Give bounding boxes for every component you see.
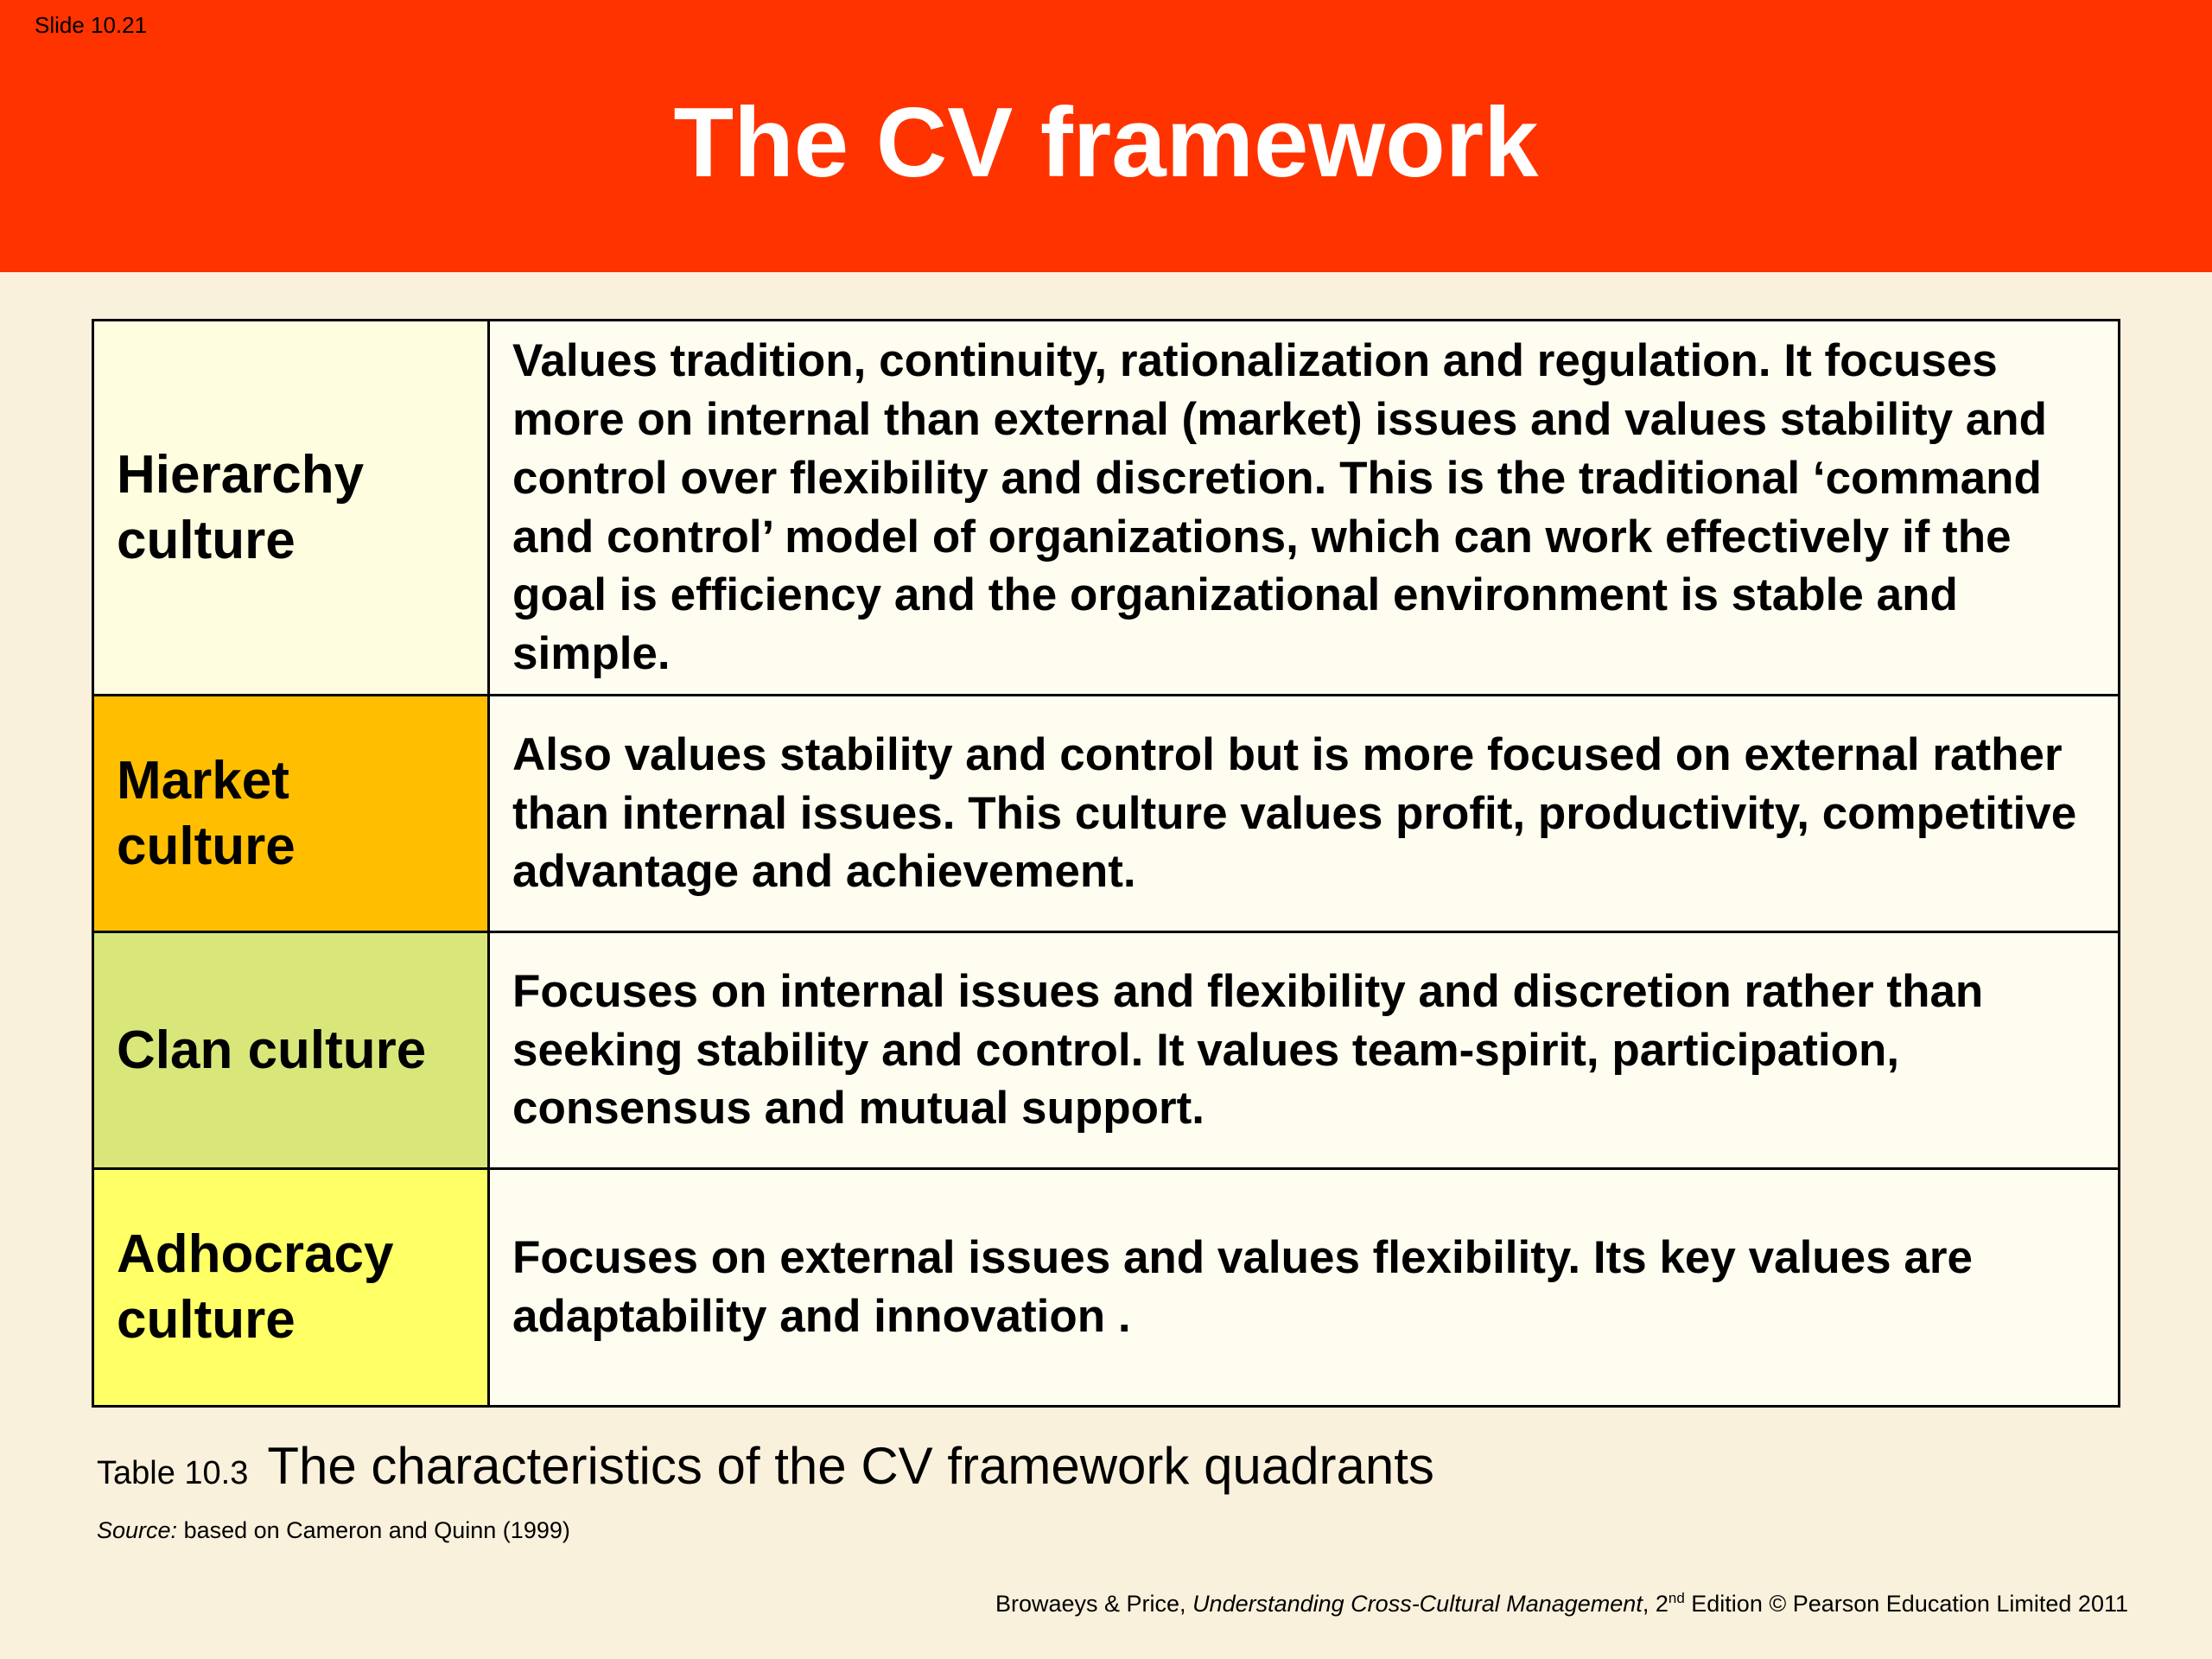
footer-authors: Browaeys & Price, [995,1591,1193,1617]
row-label-hierarchy [94,321,490,696]
table-caption-text: The characteristics of the CV framework quadrants [267,1437,1434,1495]
row-description-adhocracy [490,1170,2118,1405]
source-label: Source: [97,1517,178,1543]
row-description-text: Focuses on external issues and values flexibility. Its key values are adaptability and innovation . [512,1232,1973,1342]
row-description-text: Also values stability and control but is more focused on external rather than internal issues. This culture values profit, productivity, competitive advantage and achievement. [512,728,2077,898]
slide-title: The CV framework [673,88,1539,198]
row-label-text: Market culture [117,750,296,876]
source-text: based on Cameron and Quinn (1999) [177,1517,570,1543]
row-label-market [94,696,490,933]
footer-edition-post: Edition © Pearson Education Limited 2011 [1684,1591,2128,1617]
row-label-text: Clan culture [117,1020,427,1080]
row-description-hierarchy [490,321,2118,696]
table-source [97,1517,570,1544]
row-description-text: Values tradition, continuity, rationalization and regulation. It focuses more on internal than external (market) issues and values stability and control over flexibility and discretion. This is the traditional ‘command and control’ model of organizations, which can work effectively if the goal is efficiency and the organizational environment is stable and simple. [512,335,2048,680]
footer-edition-sup: nd [1668,1590,1685,1606]
table-caption [97,1436,1434,1496]
row-description-clan [490,933,2118,1170]
row-label-text: Adhocracy culture [117,1224,394,1350]
slide-header [0,0,2212,272]
row-label-clan [94,933,490,1170]
row-description-market [490,696,2118,933]
footer-edition-pre: , 2 [1642,1591,1669,1617]
footer-book-title: Understanding Cross-Cultural Management [1192,1591,1643,1617]
cv-framework-table [92,319,2120,1408]
table-number: Table 10.3 [97,1455,249,1491]
row-description-text: Focuses on internal issues and flexibility and discretion rather than seeking stability and control. It values team-spirit, participation, consensus and mutual support. [512,965,1984,1135]
footer-citation [995,1590,2128,1618]
row-label-text: Hierarchy culture [117,444,365,570]
slide-number: Slide 10.21 [35,12,148,38]
row-label-adhocracy [94,1170,490,1405]
